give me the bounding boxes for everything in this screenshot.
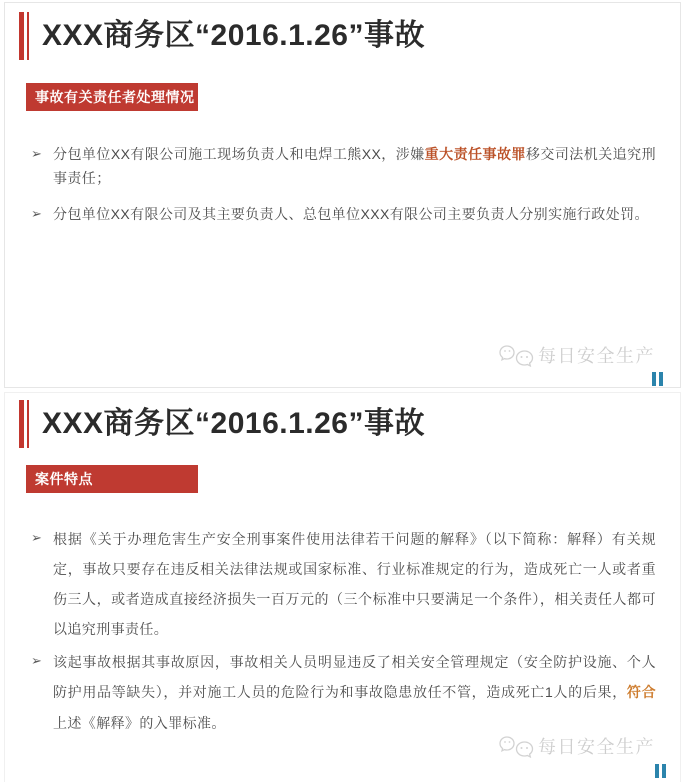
title-accent-bar-thin-icon — [27, 400, 29, 448]
pause-bars-icon — [655, 764, 666, 778]
bullet-list — [31, 524, 656, 741]
watermark — [498, 733, 655, 759]
wechat-icon — [498, 734, 534, 758]
title-accent-bar-thin-icon — [27, 12, 29, 60]
wechat-icon — [498, 343, 534, 367]
bullet-text: 分包单位XX有限公司及其主要负责人、总包单位XXX有限公司主要负责人分别实施行政处罚。 — [53, 205, 649, 222]
bullet-text-pre: 分包单位XX有限公司施工现场负责人和电焊工熊XX，涉嫌 — [53, 146, 425, 162]
bullet-text: 根据《关于办理危害生产安全刑事案件使用法律若干问题的解释》（以下简称：解释）有关规定，事故只要存在违反相关法律法规或国家标准、行业标准规定的行为，造成死亡一人或者重伤三人，或者造成直接经济损失一百万元的（三个标准中只要满足一个条件），相关责任人都可以追究刑事责任。 — [53, 531, 656, 638]
bullet-text-highlight: 符合 — [626, 684, 656, 701]
watermark — [498, 342, 655, 368]
list-item — [31, 203, 656, 227]
watermark-text: 每日安全生产 — [538, 346, 655, 366]
pause-bars-icon — [652, 372, 663, 386]
page-title: XXX商务区“2016.1.26”事故 — [42, 19, 425, 52]
list-item — [31, 647, 656, 737]
arrow-bullet-icon: ➢ — [31, 653, 43, 669]
slide-title-block — [19, 12, 425, 60]
list-item — [31, 524, 656, 644]
bullet-text-post: 移交司法机关追究刑事责任； — [53, 146, 656, 186]
arrow-bullet-icon: ➢ — [31, 146, 43, 161]
watermark-text: 每日安全生产 — [538, 737, 655, 757]
arrow-bullet-icon: ➢ — [31, 530, 43, 545]
section-banner: 事故有关责任者处理情况 — [26, 83, 198, 111]
list-item — [31, 143, 656, 191]
bullet-text-highlight: 重大责任事故罪 — [424, 146, 526, 162]
title-accent-bar-icon — [19, 12, 24, 60]
bullet-list — [31, 143, 656, 238]
arrow-bullet-icon: ➢ — [31, 205, 43, 221]
slide-case-features — [4, 392, 681, 782]
page-title: XXX商务区“2016.1.26”事故 — [42, 407, 425, 440]
bullet-text-pre: 该起事故根据其事故原因，事故相关人员明显违反了相关安全管理规定（安全防护设施、个人防护用品等缺失），并对施工人员的危险行为和事故隐患放任不管，造成死亡1人的后果， — [53, 654, 656, 701]
section-banner: 案件特点 — [26, 465, 198, 493]
title-accent-bar-icon — [19, 400, 24, 448]
slide-title-block — [19, 400, 425, 448]
slide-accident-handling — [4, 2, 681, 388]
bullet-text-post: 上述《解释》的入罪标准。 — [53, 714, 226, 731]
